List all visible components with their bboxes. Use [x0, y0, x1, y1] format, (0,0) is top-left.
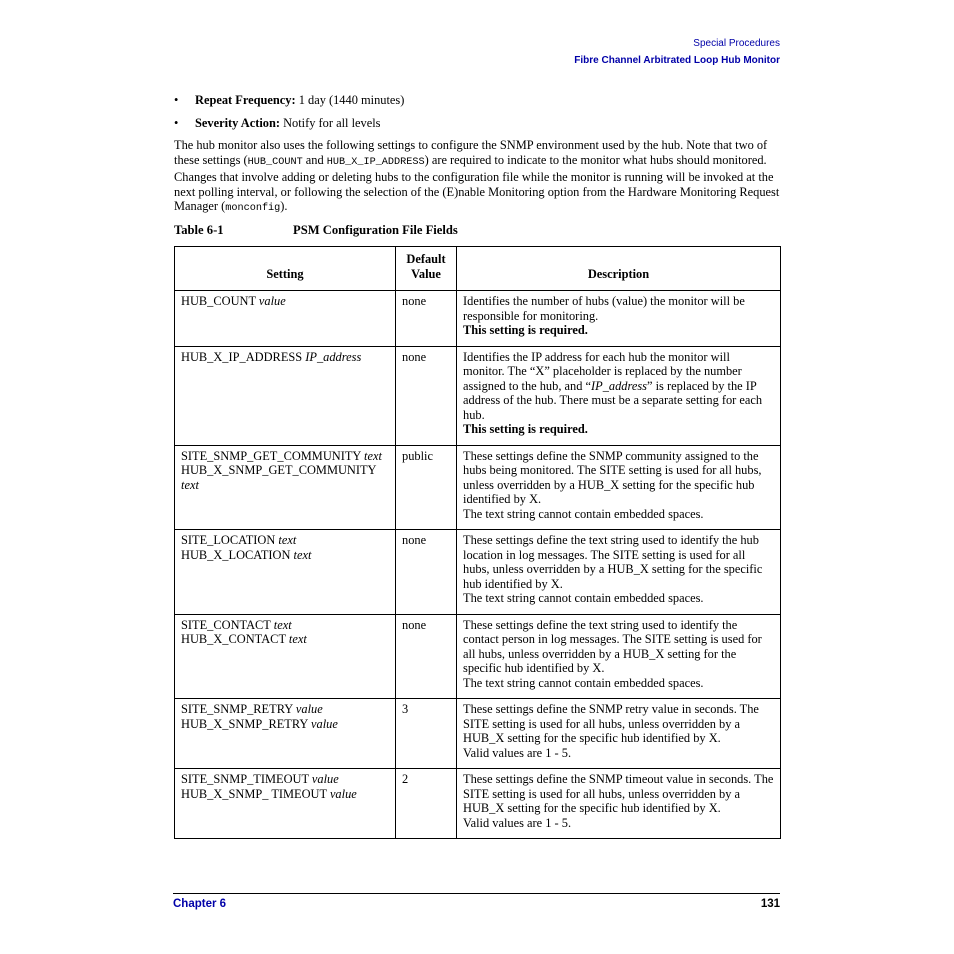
footer-page-number: 131 [760, 898, 780, 910]
description-text: These settings define the SNMP timeout value in seconds. The SITE setting is used for all hubs, unless overridden by a HUB_X setting for the specific hub identified by X. [463, 772, 774, 815]
description-italic: IP_address [591, 378, 647, 393]
default-cell: none [396, 291, 457, 347]
table-row [175, 769, 781, 839]
setting-name: HUB_X_CONTACT [181, 632, 289, 646]
table-row [175, 614, 781, 699]
setting-arg: value [258, 294, 286, 308]
description-cell [457, 769, 781, 839]
bullet-label: Severity Action: [195, 115, 280, 130]
code-hub-count: HUB_COUNT [247, 156, 303, 168]
running-header-section: Special Procedures [693, 38, 780, 49]
setting-name: SITE_SNMP_RETRY [181, 702, 296, 716]
description-text: ” is replaced by the IP address of the hub. There must be a separate setting for each hub. [463, 378, 763, 422]
description-text: These settings define the text string used to identify the contact person in log messages. The SITE setting is used for all hubs, unless overridden by a HUB_X setting for the specific hub identified by X. [463, 617, 762, 675]
description-text: Identifies the number of hubs (value) the monitor will be responsible for monitoring. [463, 294, 745, 323]
setting-arg: IP_address [305, 349, 362, 364]
code-hub-ip-address: HUB_X_IP_ADDRESS [326, 156, 425, 168]
body-text: ). [280, 199, 288, 213]
body-text: The hub monitor also uses the following settings to configure the SNMP environment used by the hub. Note that two of these settings ( [174, 138, 768, 167]
setting-cell [175, 445, 396, 530]
setting-cell [175, 769, 396, 839]
table-row [175, 445, 781, 530]
table-caption [174, 223, 780, 238]
footer-rule [173, 893, 780, 894]
setting-arg: text [288, 632, 307, 646]
body-text: ) are required to indicate to the monitor what hubs should monitored. Changes that involve adding or deleting hubs to the configuration file while the monitor is running will be invoked at the next polling interval, or following the selection of the (E)nable Monitoring option from the Hardware Monitoring Request Manager ( [174, 152, 780, 213]
setting-arg: value [311, 772, 339, 786]
setting-name: SITE_LOCATION [181, 533, 279, 547]
description-cell [457, 291, 781, 347]
description-cell [457, 614, 781, 699]
default-line2: Value [411, 266, 441, 281]
running-header-subsection: Fibre Channel Arbitrated Loop Hub Monitor [574, 55, 780, 66]
default-cell: public [396, 445, 457, 530]
default-cell: none [396, 614, 457, 699]
col-header-setting: Setting [175, 247, 396, 291]
description-text: These settings define the SNMP retry value in seconds. The SITE setting is used for all hubs, unless overridden by a HUB_X setting for the specific hub identified by X. [463, 702, 759, 745]
bullet-repeat-frequency [174, 93, 780, 108]
description-text: Identifies the IP address for each hub the monitor will monitor. The “X” placeholder is replaced by the number assigned to the hub, and “ [463, 349, 742, 393]
bullet-text: 1 day (1440 minutes) [295, 93, 405, 107]
setting-arg: text [364, 448, 382, 463]
required-note: This setting is required. [463, 323, 588, 337]
table-row [175, 699, 781, 769]
table-title: PSM Configuration File Fields [293, 222, 458, 237]
setting-name: HUB_X_SNMP_GET_COMMUNITY [181, 463, 377, 477]
description-note: Valid values are 1 - 5. [463, 815, 572, 830]
setting-cell [175, 699, 396, 769]
setting-arg: text [293, 547, 312, 562]
setting-cell [175, 346, 396, 445]
default-cell: 2 [396, 769, 457, 839]
setting-name: HUB_X_SNMP_ TIMEOUT [181, 786, 330, 801]
description-text: These settings define the SNMP community assigned to the hubs being monitored. The SITE setting is used for all hubs, unless overridden by a HUB_X setting for the specific hub identified by X. [463, 448, 762, 506]
setting-name: SITE_SNMP_GET_COMMUNITY [181, 448, 364, 463]
table-header-row [175, 247, 781, 291]
required-note: This setting is required. [463, 422, 588, 436]
setting-name: HUB_X_IP_ADDRESS [181, 349, 306, 364]
body-text: and [302, 152, 327, 167]
setting-arg: value [311, 716, 338, 731]
footer-chapter: Chapter 6 [173, 898, 227, 910]
default-cell: none [396, 346, 457, 445]
setting-name: HUB_X_SNMP_RETRY [181, 716, 312, 731]
setting-arg: text [273, 617, 292, 632]
table-row [175, 291, 781, 347]
bullet-label: Repeat Frequency: [195, 93, 296, 107]
body-paragraph [174, 138, 780, 217]
setting-name: SITE_CONTACT [181, 617, 274, 632]
setting-name: HUB_COUNT [181, 294, 259, 308]
bullet-severity-action [174, 116, 780, 131]
setting-cell [175, 291, 396, 347]
default-cell: 3 [396, 699, 457, 769]
col-header-default [396, 247, 457, 291]
psm-config-table [174, 246, 781, 839]
description-cell [457, 445, 781, 530]
code-monconfig: monconfig [225, 203, 281, 214]
page-content [174, 93, 780, 839]
table-row [175, 530, 781, 615]
default-cell: none [396, 530, 457, 615]
description-cell [457, 699, 781, 769]
setting-cell [175, 614, 396, 699]
setting-arg: value [329, 786, 357, 801]
description-note: Valid values are 1 - 5. [463, 745, 572, 760]
default-line1: Default [406, 252, 446, 266]
description-cell [457, 346, 781, 445]
description-cell [457, 530, 781, 615]
description-note: The text string cannot contain embedded spaces. [463, 675, 704, 690]
bullet-glyph: • [174, 115, 179, 130]
table-row [175, 346, 781, 445]
setting-cell [175, 530, 396, 615]
setting-arg: value [295, 702, 323, 716]
description-note: The text string cannot contain embedded spaces. [463, 591, 704, 605]
bullet-text: Notify for all levels [280, 115, 381, 130]
setting-arg: text [181, 477, 199, 492]
setting-arg: text [278, 533, 297, 547]
col-header-description: Description [457, 247, 781, 291]
bullet-glyph: • [174, 93, 179, 107]
setting-name: HUB_X_LOCATION [181, 547, 294, 562]
description-text: These settings define the text string used to identify the hub location in log messages. The SITE setting is used for all hubs, unless overridden by a HUB_X setting for the specific hub identified by X. [463, 533, 763, 591]
setting-name: SITE_SNMP_TIMEOUT [181, 772, 312, 786]
description-note: The text string cannot contain embedded spaces. [463, 506, 704, 521]
table-number: Table 6-1 [174, 222, 224, 237]
